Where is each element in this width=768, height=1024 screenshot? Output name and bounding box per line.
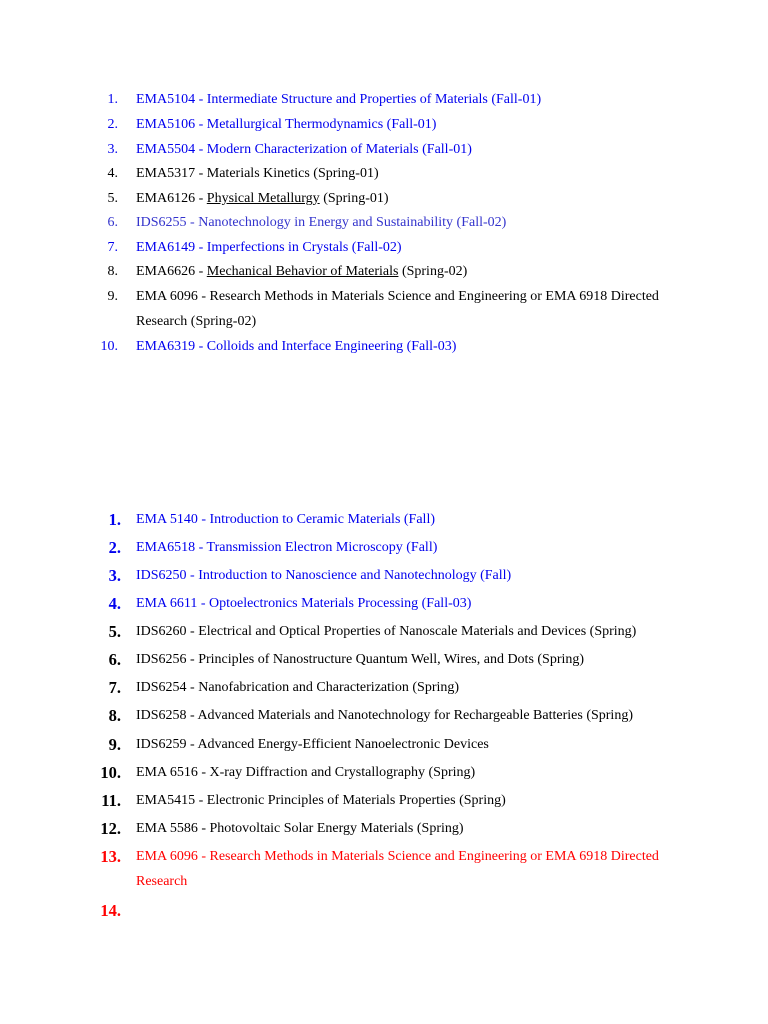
course-title	[136, 732, 676, 757]
course-title	[136, 161, 676, 186]
course-title	[136, 235, 676, 260]
course-text: IDS6258 - Advanced Materials and Nanotechnology for Rechargeable Batteries (Spring)	[136, 708, 633, 723]
course-text: EMA6149 - Imperfections in Crystals (Fall-02)	[136, 240, 402, 255]
course-link[interactable]: Mechanical Behavior of Materials	[206, 264, 399, 279]
course-text: IDS6256 - Principles of Nanostructure Quantum Well, Wires, and Dots (Spring)	[136, 652, 585, 667]
course-title	[136, 760, 676, 785]
list-item-number: 7.	[107, 240, 118, 255]
course-title	[136, 259, 676, 284]
list-item-number: 2.	[107, 117, 118, 132]
course-text: EMA 5140 - Introduction to Ceramic Materials (Fall)	[136, 512, 435, 527]
course-title	[136, 647, 676, 672]
course-text: EMA 6611 - Optoelectronics Materials Processing (Fall-03)	[136, 596, 472, 611]
list-item-number: 8.	[108, 706, 121, 725]
course-title	[136, 844, 676, 894]
course-title	[136, 210, 676, 235]
course-text: (Spring-01)	[319, 191, 389, 206]
list-item-number: 1.	[107, 92, 118, 107]
course-title	[136, 112, 676, 137]
course-title	[136, 675, 676, 700]
list-item-number: 5.	[108, 622, 121, 641]
course-title	[136, 284, 676, 334]
list-item-number: 11.	[101, 791, 121, 810]
course-text: EMA6518 - Transmission Electron Microscopy (Fall)	[136, 540, 438, 555]
list-item-number: 13.	[100, 847, 121, 866]
list-item-number: 6.	[108, 650, 121, 669]
course-title	[136, 535, 676, 560]
course-text: EMA6126 -	[136, 191, 207, 206]
course-text: EMA6626 -	[136, 264, 207, 279]
list-item-number: 10.	[100, 339, 118, 354]
course-text: EMA 5586 - Photovoltaic Solar Energy Materials (Spring)	[136, 821, 464, 836]
course-title	[136, 137, 676, 162]
list-item-number: 12.	[100, 819, 121, 838]
course-text: EMA5415 - Electronic Principles of Materials Properties (Spring)	[136, 793, 506, 808]
course-title	[136, 788, 676, 813]
list-item-number: 10.	[100, 763, 121, 782]
list-item-number: 2.	[108, 538, 121, 557]
list-item-number: 5.	[107, 191, 118, 206]
course-text: EMA5104 - Intermediate Structure and Properties of Materials (Fall-01)	[136, 92, 542, 107]
course-text: IDS6254 - Nanofabrication and Characterization (Spring)	[136, 680, 460, 695]
course-text: EMA 6516 - X-ray Diffraction and Crystallography (Spring)	[136, 765, 476, 780]
list-item-number: 6.	[107, 215, 118, 230]
list-item-number: 7.	[108, 678, 121, 697]
course-text: EMA 6096 - Research Methods in Materials Science and Engineering or EMA 6918 Directed Research	[136, 849, 659, 889]
list-item-number: 3.	[107, 142, 118, 157]
course-title	[136, 703, 676, 728]
course-text: IDS6259 - Advanced Energy-Efficient Nanoelectronic Devices	[136, 737, 489, 752]
course-title	[136, 186, 676, 211]
list-item-number: 8.	[107, 264, 118, 279]
course-text: EMA 6096 - Research Methods in Materials Science and Engineering or EMA 6918 Directed Research (Spring-02)	[136, 289, 659, 329]
list-item-number: 9.	[107, 289, 118, 304]
course-title	[136, 591, 676, 616]
course-title	[136, 619, 676, 644]
course-text: EMA6319 - Colloids and Interface Engineering (Fall-03)	[136, 339, 457, 354]
course-text: EMA5317 - Materials Kinetics (Spring-01)	[136, 166, 379, 181]
course-text: EMA5106 - Metallurgical Thermodynamics (Fall-01)	[136, 117, 437, 132]
list-item-number: 14.	[100, 901, 121, 920]
course-text: (Spring-02)	[398, 264, 468, 279]
list-item-number: 3.	[108, 566, 121, 585]
list-item-number: 4.	[107, 166, 118, 181]
list-item-number: 4.	[108, 594, 121, 613]
list-item-number: 9.	[108, 735, 121, 754]
course-text: IDS6250 - Introduction to Nanoscience and Nanotechnology (Fall)	[136, 568, 512, 583]
list-item-number: 1.	[108, 510, 121, 529]
course-title	[136, 87, 676, 112]
course-title	[136, 563, 676, 588]
course-text: IDS6260 - Electrical and Optical Properties of Nanoscale Materials and Devices (Spring)	[136, 624, 637, 639]
course-title	[136, 816, 676, 841]
course-text: EMA5504 - Modern Characterization of Materials (Fall-01)	[136, 142, 472, 157]
course-link[interactable]: Physical Metallurgy	[206, 191, 320, 206]
course-title	[136, 507, 676, 532]
course-text: IDS6255 - Nanotechnology in Energy and Sustainability (Fall-02)	[136, 215, 507, 230]
course-title	[136, 334, 676, 359]
